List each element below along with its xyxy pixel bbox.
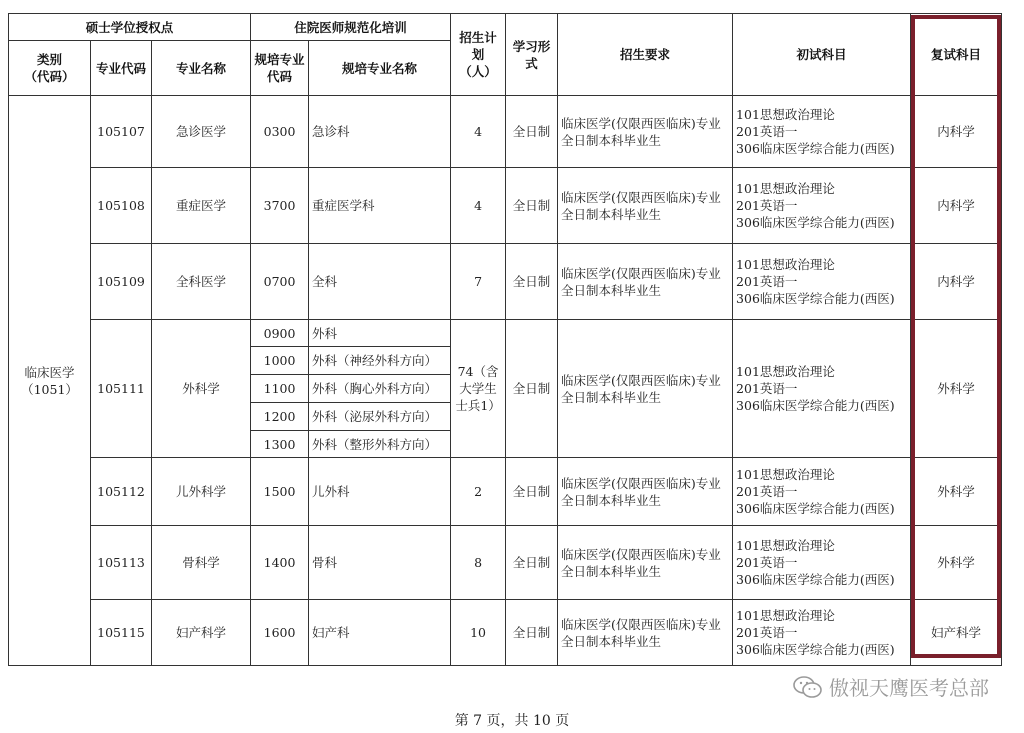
requirement-cell: 临床医学(仅限西医临床)专业全日制本科毕业生 xyxy=(558,458,733,526)
requirement-cell: 临床医学(仅限西医临床)专业全日制本科毕业生 xyxy=(558,600,733,666)
retest-cell: 内科学 xyxy=(911,244,1002,320)
plan-cell: 4 xyxy=(451,96,506,168)
header-train-name: 规培专业名称 xyxy=(309,41,451,96)
train-name-cell: 外科（胸心外科方向） xyxy=(309,375,451,403)
exam-cell: 101思想政治理论 201英语一 306临床医学综合能力(西医) xyxy=(733,244,911,320)
train-code-cell: 1000 xyxy=(251,347,309,375)
train-name-cell: 外科（神经外科方向） xyxy=(309,347,451,375)
header-first-exam: 初试科目 xyxy=(733,14,911,96)
train-code-cell: 1600 xyxy=(251,600,309,666)
major-code-cell: 105109 xyxy=(91,244,152,320)
header-train-code: 规培专业 代码 xyxy=(251,41,309,96)
train-name-cell: 外科（整形外科方向） xyxy=(309,431,451,458)
header-residency-training: 住院医师规范化培训 xyxy=(251,14,451,41)
major-name-cell: 外科学 xyxy=(152,320,251,458)
mode-cell: 全日制 xyxy=(506,458,558,526)
train-name-cell: 骨科 xyxy=(309,526,451,600)
requirement-cell: 临床医学(仅限西医临床)专业全日制本科毕业生 xyxy=(558,168,733,244)
header-study-mode: 学习形 式 xyxy=(506,14,558,96)
major-name-cell: 妇产科学 xyxy=(152,600,251,666)
mode-cell: 全日制 xyxy=(506,600,558,666)
plan-cell: 7 xyxy=(451,244,506,320)
requirement-cell: 临床医学(仅限西医临床)专业全日制本科毕业生 xyxy=(558,526,733,600)
major-name-cell: 急诊医学 xyxy=(152,96,251,168)
train-code-cell: 0300 xyxy=(251,96,309,168)
train-name-cell: 重症医学科 xyxy=(309,168,451,244)
train-code-cell: 0700 xyxy=(251,244,309,320)
train-name-cell: 外科（泌尿外科方向） xyxy=(309,403,451,431)
retest-cell: 妇产科学 xyxy=(911,600,1002,666)
header-requirements: 招生要求 xyxy=(558,14,733,96)
mode-cell: 全日制 xyxy=(506,96,558,168)
wechat-icon xyxy=(793,676,823,698)
plan-cell: 2 xyxy=(451,458,506,526)
train-name-cell: 全科 xyxy=(309,244,451,320)
table-row xyxy=(9,244,1002,320)
major-code-cell: 105113 xyxy=(91,526,152,600)
header-plan: 招生计 划 （人） xyxy=(451,14,506,96)
retest-cell: 内科学 xyxy=(911,168,1002,244)
retest-cell: 外科学 xyxy=(911,526,1002,600)
major-code-cell: 105111 xyxy=(91,320,152,458)
train-code-cell: 1400 xyxy=(251,526,309,600)
watermark xyxy=(793,672,989,701)
plan-cell: 74（含 大学生 士兵1） xyxy=(451,320,506,458)
header-category: 类别 （代码） xyxy=(9,41,91,96)
table-row xyxy=(9,600,1002,666)
plan-cell: 10 xyxy=(451,600,506,666)
major-name-cell: 重症医学 xyxy=(152,168,251,244)
admissions-table xyxy=(8,13,1002,666)
plan-cell: 8 xyxy=(451,526,506,600)
retest-cell: 内科学 xyxy=(911,96,1002,168)
train-code-cell: 1200 xyxy=(251,403,309,431)
train-name-cell: 急诊科 xyxy=(309,96,451,168)
header-master-degree: 硕士学位授权点 xyxy=(9,14,251,41)
mode-cell: 全日制 xyxy=(506,244,558,320)
requirement-cell: 临床医学(仅限西医临床)专业全日制本科毕业生 xyxy=(558,320,733,458)
major-code-cell: 105112 xyxy=(91,458,152,526)
exam-cell: 101思想政治理论 201英语一 306临床医学综合能力(西医) xyxy=(733,96,911,168)
requirement-cell: 临床医学(仅限西医临床)专业全日制本科毕业生 xyxy=(558,96,733,168)
header-major-code: 专业代码 xyxy=(91,41,152,96)
table-row xyxy=(9,320,1002,347)
mode-cell: 全日制 xyxy=(506,526,558,600)
requirement-cell: 临床医学(仅限西医临床)专业全日制本科毕业生 xyxy=(558,244,733,320)
major-code-cell: 105115 xyxy=(91,600,152,666)
header-major-name: 专业名称 xyxy=(152,41,251,96)
table-row xyxy=(9,458,1002,526)
mode-cell: 全日制 xyxy=(506,168,558,244)
major-code-cell: 105107 xyxy=(91,96,152,168)
exam-cell: 101思想政治理论 201英语一 306临床医学综合能力(西医) xyxy=(733,320,911,458)
plan-cell: 4 xyxy=(451,168,506,244)
train-name-cell: 妇产科 xyxy=(309,600,451,666)
table-row xyxy=(9,96,1002,168)
train-code-cell: 1100 xyxy=(251,375,309,403)
train-name-cell: 儿外科 xyxy=(309,458,451,526)
table-row xyxy=(9,168,1002,244)
train-code-cell: 1500 xyxy=(251,458,309,526)
major-name-cell: 全科医学 xyxy=(152,244,251,320)
train-code-cell: 3700 xyxy=(251,168,309,244)
exam-cell: 101思想政治理论 201英语一 306临床医学综合能力(西医) xyxy=(733,600,911,666)
train-code-cell: 0900 xyxy=(251,320,309,347)
train-code-cell: 1300 xyxy=(251,431,309,458)
major-name-cell: 儿外科学 xyxy=(152,458,251,526)
retest-cell: 外科学 xyxy=(911,458,1002,526)
watermark-text: 傲视天鹰医考总部 xyxy=(829,676,989,700)
page-number: 第 7 页，共 10 页 xyxy=(454,713,570,729)
major-name-cell: 骨科学 xyxy=(152,526,251,600)
exam-cell: 101思想政治理论 201英语一 306临床医学综合能力(西医) xyxy=(733,458,911,526)
exam-cell: 101思想政治理论 201英语一 306临床医学综合能力(西医) xyxy=(733,168,911,244)
exam-cell: 101思想政治理论 201英语一 306临床医学综合能力(西医) xyxy=(733,526,911,600)
category-cell: 临床医学 （1051） xyxy=(9,96,91,666)
mode-cell: 全日制 xyxy=(506,320,558,458)
table-row xyxy=(9,526,1002,600)
header-retest: 复试科目 xyxy=(911,14,1002,96)
major-code-cell: 105108 xyxy=(91,168,152,244)
retest-cell: 外科学 xyxy=(911,320,1002,458)
train-name-cell: 外科 xyxy=(309,320,451,347)
